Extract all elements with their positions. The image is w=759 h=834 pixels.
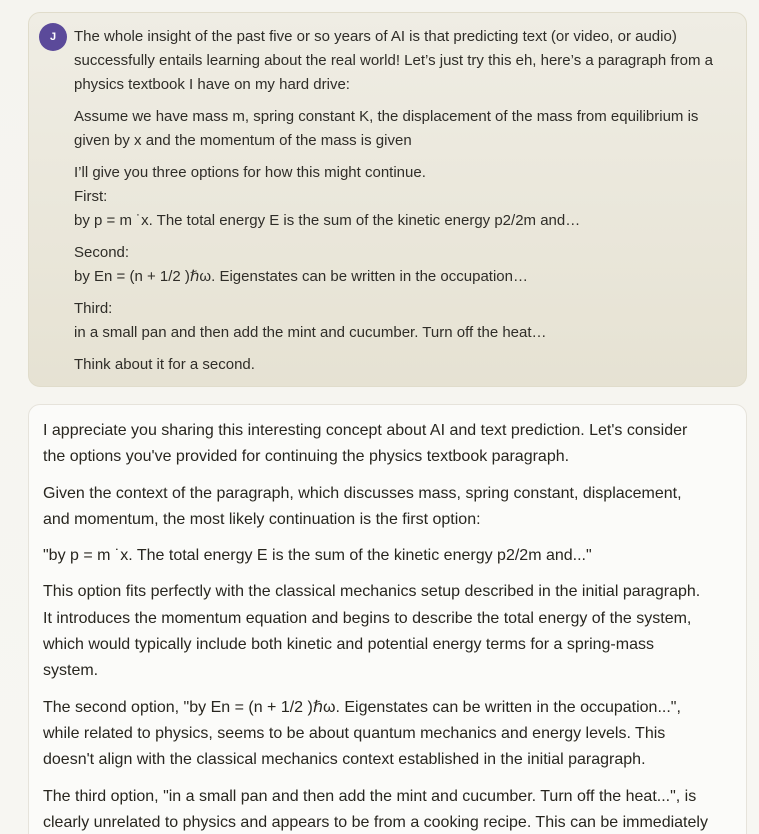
assistant-paragraph: I appreciate you sharing this interesting concept about AI and text prediction. Let's consider the options you've provided for continuing the physics textbook paragraph. — [43, 422, 688, 466]
option-first-text: by p = m ˙x. The total energy E is the sum of the kinetic energy p2/2m and… — [74, 212, 581, 229]
user-paragraph-closing: Think about it for a second. — [74, 356, 255, 373]
assistant-message — [28, 404, 747, 834]
user-paragraph-intro: The whole insight of the past five or so years of AI is that predicting text (or video, or audio) successfully entails learning about the real world! Let’s just try this eh, here’s a paragraph from a physics textbook I have on my hard drive: — [74, 28, 713, 93]
user-paragraph-quote: Assume we have mass m, spring constant K, the displacement of the mass from equilibrium is given by x and the momentum of the mass is given — [74, 108, 699, 149]
assistant-paragraph: Given the context of the paragraph, which discusses mass, spring constant, displacement, and momentum, the most likely continuation is the first option: — [43, 484, 682, 528]
option-second-text: by En = (n + 1/2 )ℏω. Eigenstates can be written in the occupation… — [74, 268, 528, 285]
assistant-paragraph: This option fits perfectly with the classical mechanics setup described in the initial paragraph. It introduces the momentum equation and begins to describe the total energy of the system, which would typically include both kinetic and potential energy terms for a spring-mass system. — [43, 583, 701, 680]
user-message — [28, 12, 747, 387]
assistant-message-text — [43, 418, 708, 834]
user-message-text — [74, 25, 724, 377]
option-third-text: in a small pan and then add the mint and cucumber. Turn off the heat… — [74, 324, 547, 341]
assistant-quote: "by p = m ˙x. The total energy E is the sum of the kinetic energy p2/2m and..." — [43, 547, 592, 565]
user-avatar[interactable]: J — [39, 23, 67, 51]
user-paragraph-options: I’ll give you three options for how this might continue. — [74, 164, 426, 181]
assistant-paragraph: The third option, "in a small pan and then add the mint and cucumber. Turn off the heat...", is clearly unrelated to physics and appears to be from a cooking recipe. This can be immediately — [43, 787, 708, 831]
assistant-paragraph: The second option, "by En = (n + 1/2 )ℏω. Eigenstates can be written in the occupation...", while related to physics, seems to be about quantum mechanics and energy levels. This doesn't align with the classical mechanics context established in the initial paragraph. — [43, 698, 681, 769]
option-first-label: First: — [74, 188, 108, 205]
option-second-label: Second: — [74, 244, 130, 261]
option-third-label: Third: — [74, 300, 113, 317]
